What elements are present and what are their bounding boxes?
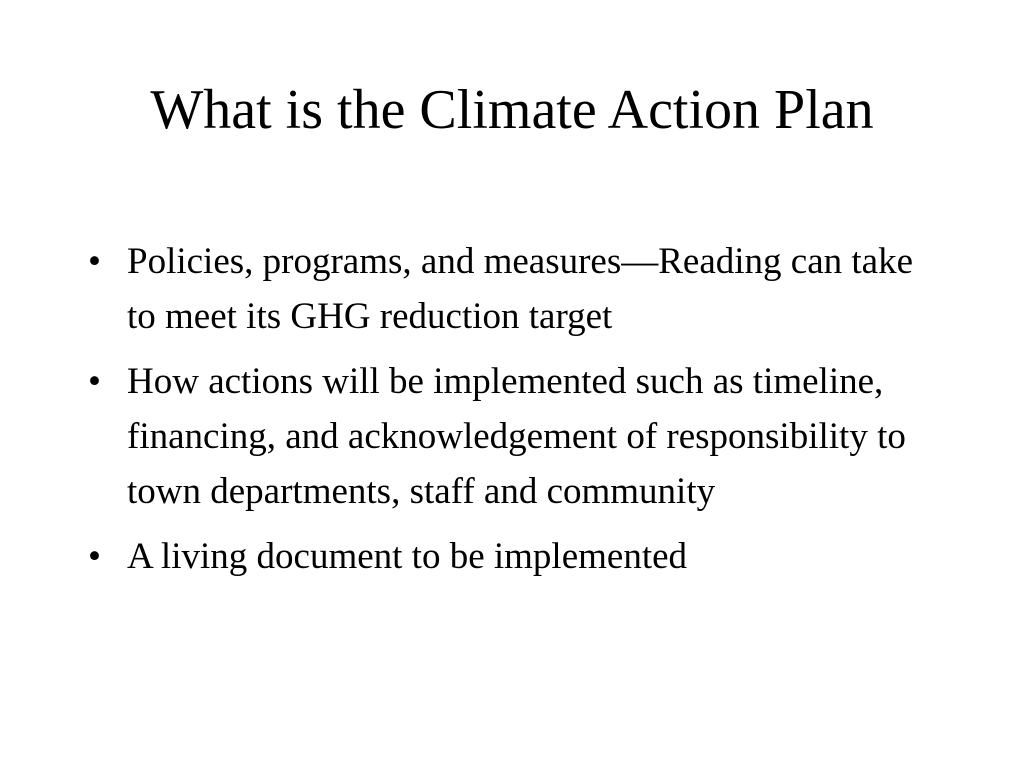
bullet-point-icon: • bbox=[88, 536, 101, 577]
bullet-item bbox=[88, 354, 948, 519]
bullet-point-icon: • bbox=[88, 361, 101, 402]
bullet-list bbox=[88, 234, 948, 594]
bullet-text: Policies, programs, and measures—Reading can take to meet its GHG reduction target bbox=[127, 241, 914, 337]
slide-title: What is the Climate Action Plan bbox=[150, 79, 874, 141]
bullet-item bbox=[88, 234, 948, 344]
bullet-item bbox=[88, 529, 948, 584]
bullet-text: How actions will be implemented such as timeline, financing, and acknowledgement of responsibility to town departments, staff and community bbox=[127, 361, 906, 512]
bullet-point-icon: • bbox=[88, 241, 101, 282]
bullet-text: A living document to be implemented bbox=[127, 536, 688, 577]
